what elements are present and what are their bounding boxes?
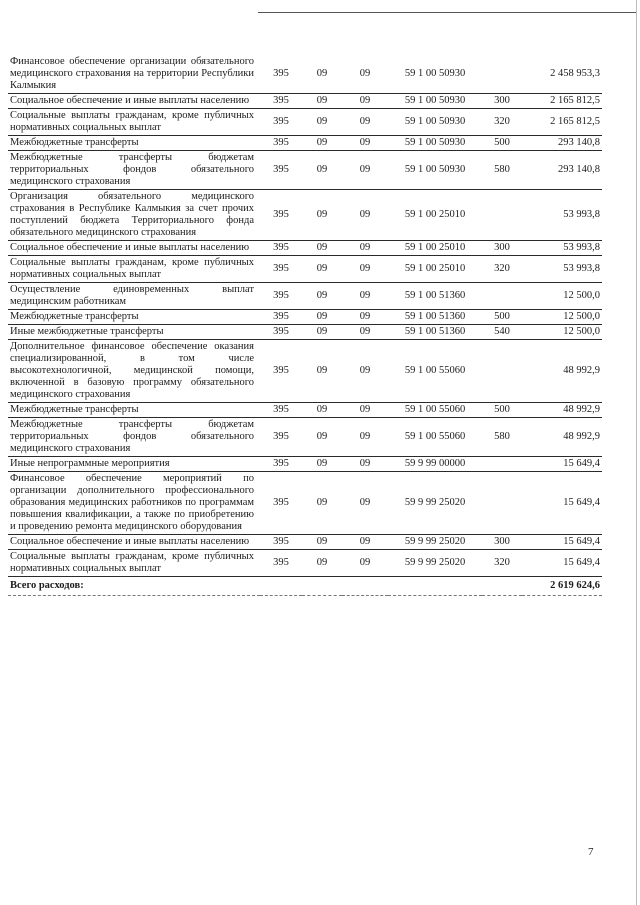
row-csr: 59 1 00 51360 — [388, 283, 482, 310]
table-row — [8, 109, 602, 136]
row-name: Дополнительное финансовое обеспечение оказания специализированной, в том числе высокотехнологичной, медицинской помощи, включенной в базовую программу обязательного медицинского страхования — [8, 340, 260, 403]
row-ved: 395 — [260, 256, 302, 283]
row-vr — [482, 340, 522, 403]
row-csr: 59 9 99 25020 — [388, 550, 482, 577]
table-row — [8, 256, 602, 283]
row-pr: 09 — [342, 472, 388, 535]
expenditure-table — [8, 55, 602, 596]
row-csr: 59 1 00 51360 — [388, 325, 482, 340]
row-vr: 500 — [482, 403, 522, 418]
row-name: Иные межбюджетные трансферты — [8, 325, 260, 340]
row-sum: 48 992,9 — [522, 418, 602, 457]
row-csr: 59 1 00 50930 — [388, 151, 482, 190]
row-rz: 09 — [302, 418, 342, 457]
row-sum: 48 992,9 — [522, 340, 602, 403]
row-sum: 48 992,9 — [522, 403, 602, 418]
row-pr: 09 — [342, 241, 388, 256]
row-sum: 15 649,4 — [522, 535, 602, 550]
row-ved: 395 — [260, 94, 302, 109]
table-row — [8, 151, 602, 190]
row-csr: 59 1 00 50930 — [388, 136, 482, 151]
table-row — [8, 310, 602, 325]
row-name: Межбюджетные трансферты — [8, 136, 260, 151]
row-sum: 2 458 953,3 — [522, 55, 602, 94]
row-pr: 09 — [342, 310, 388, 325]
row-csr: 59 1 00 55060 — [388, 418, 482, 457]
row-rz: 09 — [302, 136, 342, 151]
row-vr: 320 — [482, 256, 522, 283]
row-vr: 540 — [482, 325, 522, 340]
row-sum: 12 500,0 — [522, 310, 602, 325]
row-rz: 09 — [302, 55, 342, 94]
row-sum: 2 165 812,5 — [522, 109, 602, 136]
row-name: Социальные выплаты гражданам, кроме публичных нормативных социальных выплат — [8, 109, 260, 136]
table-row — [8, 403, 602, 418]
total-row — [8, 577, 602, 596]
row-ved: 395 — [260, 283, 302, 310]
row-ved: 395 — [260, 190, 302, 241]
table-row — [8, 340, 602, 403]
row-vr — [482, 472, 522, 535]
table-row — [8, 283, 602, 310]
row-sum: 53 993,8 — [522, 190, 602, 241]
row-rz: 09 — [302, 535, 342, 550]
row-rz: 09 — [302, 151, 342, 190]
table-body — [8, 55, 602, 596]
table-row — [8, 472, 602, 535]
row-pr: 09 — [342, 340, 388, 403]
row-csr: 59 1 00 50930 — [388, 94, 482, 109]
row-csr: 59 1 00 50930 — [388, 55, 482, 94]
row-ved: 395 — [260, 403, 302, 418]
row-csr: 59 1 00 55060 — [388, 340, 482, 403]
row-vr: 500 — [482, 136, 522, 151]
row-csr: 59 1 00 25010 — [388, 190, 482, 241]
row-rz: 09 — [302, 241, 342, 256]
row-name: Межбюджетные трансферты бюджетам территориальных фондов обязательного медицинского страхования — [8, 151, 260, 190]
total-label: Всего расходов: — [8, 577, 260, 596]
row-pr: 09 — [342, 256, 388, 283]
row-sum: 293 140,8 — [522, 151, 602, 190]
total-sum: 2 619 624,6 — [522, 577, 602, 596]
row-csr: 59 1 00 25010 — [388, 256, 482, 283]
row-pr: 09 — [342, 151, 388, 190]
row-vr — [482, 457, 522, 472]
row-name: Организация обязательного медицинского страхования в Республике Калмыкия за счет прочих поступлений бюджета Территориального фонда обязательного медицинского страхования — [8, 190, 260, 241]
row-pr: 09 — [342, 457, 388, 472]
row-rz: 09 — [302, 472, 342, 535]
row-pr: 09 — [342, 109, 388, 136]
table-row — [8, 190, 602, 241]
row-pr: 09 — [342, 550, 388, 577]
row-pr: 09 — [342, 325, 388, 340]
row-name: Осуществление единовременных выплат медицинским работникам — [8, 283, 260, 310]
row-sum: 15 649,4 — [522, 550, 602, 577]
row-name: Иные непрограммные мероприятия — [8, 457, 260, 472]
row-ved: 395 — [260, 55, 302, 94]
row-rz: 09 — [302, 109, 342, 136]
row-rz: 09 — [302, 457, 342, 472]
row-sum: 12 500,0 — [522, 325, 602, 340]
row-ved: 395 — [260, 535, 302, 550]
row-sum: 53 993,8 — [522, 256, 602, 283]
row-name: Социальное обеспечение и иные выплаты населению — [8, 94, 260, 109]
row-pr: 09 — [342, 535, 388, 550]
table-row — [8, 136, 602, 151]
row-vr — [482, 283, 522, 310]
row-csr: 59 9 99 25020 — [388, 535, 482, 550]
row-pr: 09 — [342, 190, 388, 241]
row-vr: 300 — [482, 535, 522, 550]
row-ved: 395 — [260, 550, 302, 577]
row-ved: 395 — [260, 241, 302, 256]
row-sum: 15 649,4 — [522, 472, 602, 535]
row-rz: 09 — [302, 340, 342, 403]
row-vr: 500 — [482, 310, 522, 325]
row-pr: 09 — [342, 55, 388, 94]
row-csr: 59 9 99 00000 — [388, 457, 482, 472]
row-sum: 2 165 812,5 — [522, 94, 602, 109]
top-rule — [258, 12, 636, 13]
table-row — [8, 457, 602, 472]
row-pr: 09 — [342, 94, 388, 109]
row-vr — [482, 55, 522, 94]
row-name: Социальные выплаты гражданам, кроме публичных нормативных социальных выплат — [8, 550, 260, 577]
row-rz: 09 — [302, 310, 342, 325]
row-ved: 395 — [260, 325, 302, 340]
row-vr: 580 — [482, 418, 522, 457]
row-name: Социальное обеспечение и иные выплаты населению — [8, 241, 260, 256]
row-sum: 15 649,4 — [522, 457, 602, 472]
row-ved: 395 — [260, 310, 302, 325]
row-csr: 59 9 99 25020 — [388, 472, 482, 535]
row-name: Межбюджетные трансферты бюджетам территориальных фондов обязательного медицинского страхования — [8, 418, 260, 457]
right-edge-rule — [636, 0, 637, 905]
row-sum: 293 140,8 — [522, 136, 602, 151]
row-rz: 09 — [302, 325, 342, 340]
row-ved: 395 — [260, 418, 302, 457]
row-name: Социальные выплаты гражданам, кроме публичных нормативных социальных выплат — [8, 256, 260, 283]
row-rz: 09 — [302, 550, 342, 577]
row-name: Межбюджетные трансферты — [8, 403, 260, 418]
row-vr: 320 — [482, 550, 522, 577]
row-csr: 59 1 00 25010 — [388, 241, 482, 256]
row-rz: 09 — [302, 403, 342, 418]
table-row — [8, 550, 602, 577]
row-name: Межбюджетные трансферты — [8, 310, 260, 325]
table-row — [8, 325, 602, 340]
row-ved: 395 — [260, 136, 302, 151]
row-sum: 53 993,8 — [522, 241, 602, 256]
row-pr: 09 — [342, 283, 388, 310]
row-rz: 09 — [302, 190, 342, 241]
row-vr: 300 — [482, 241, 522, 256]
page-number: 7 — [588, 846, 594, 858]
row-ved: 395 — [260, 340, 302, 403]
row-ved: 395 — [260, 457, 302, 472]
table-row — [8, 55, 602, 94]
row-csr: 59 1 00 51360 — [388, 310, 482, 325]
row-csr: 59 1 00 50930 — [388, 109, 482, 136]
row-name: Социальное обеспечение и иные выплаты населению — [8, 535, 260, 550]
row-rz: 09 — [302, 94, 342, 109]
row-name: Финансовое обеспечение мероприятий по организации дополнительного профессионального образования медицинских работников по программам повышения квалификации, а также по приобретению и проведению ремонта медицинского оборудования — [8, 472, 260, 535]
row-sum: 12 500,0 — [522, 283, 602, 310]
row-vr: 300 — [482, 94, 522, 109]
row-name: Финансовое обеспечение организации обязательного медицинского страхования на территории Республики Калмыкия — [8, 55, 260, 94]
row-vr: 580 — [482, 151, 522, 190]
row-ved: 395 — [260, 109, 302, 136]
row-vr — [482, 190, 522, 241]
row-pr: 09 — [342, 136, 388, 151]
table-row — [8, 418, 602, 457]
table-row — [8, 241, 602, 256]
row-ved: 395 — [260, 472, 302, 535]
row-vr: 320 — [482, 109, 522, 136]
table-row — [8, 535, 602, 550]
row-csr: 59 1 00 55060 — [388, 403, 482, 418]
row-pr: 09 — [342, 403, 388, 418]
row-rz: 09 — [302, 283, 342, 310]
table-row — [8, 94, 602, 109]
row-pr: 09 — [342, 418, 388, 457]
row-ved: 395 — [260, 151, 302, 190]
row-rz: 09 — [302, 256, 342, 283]
